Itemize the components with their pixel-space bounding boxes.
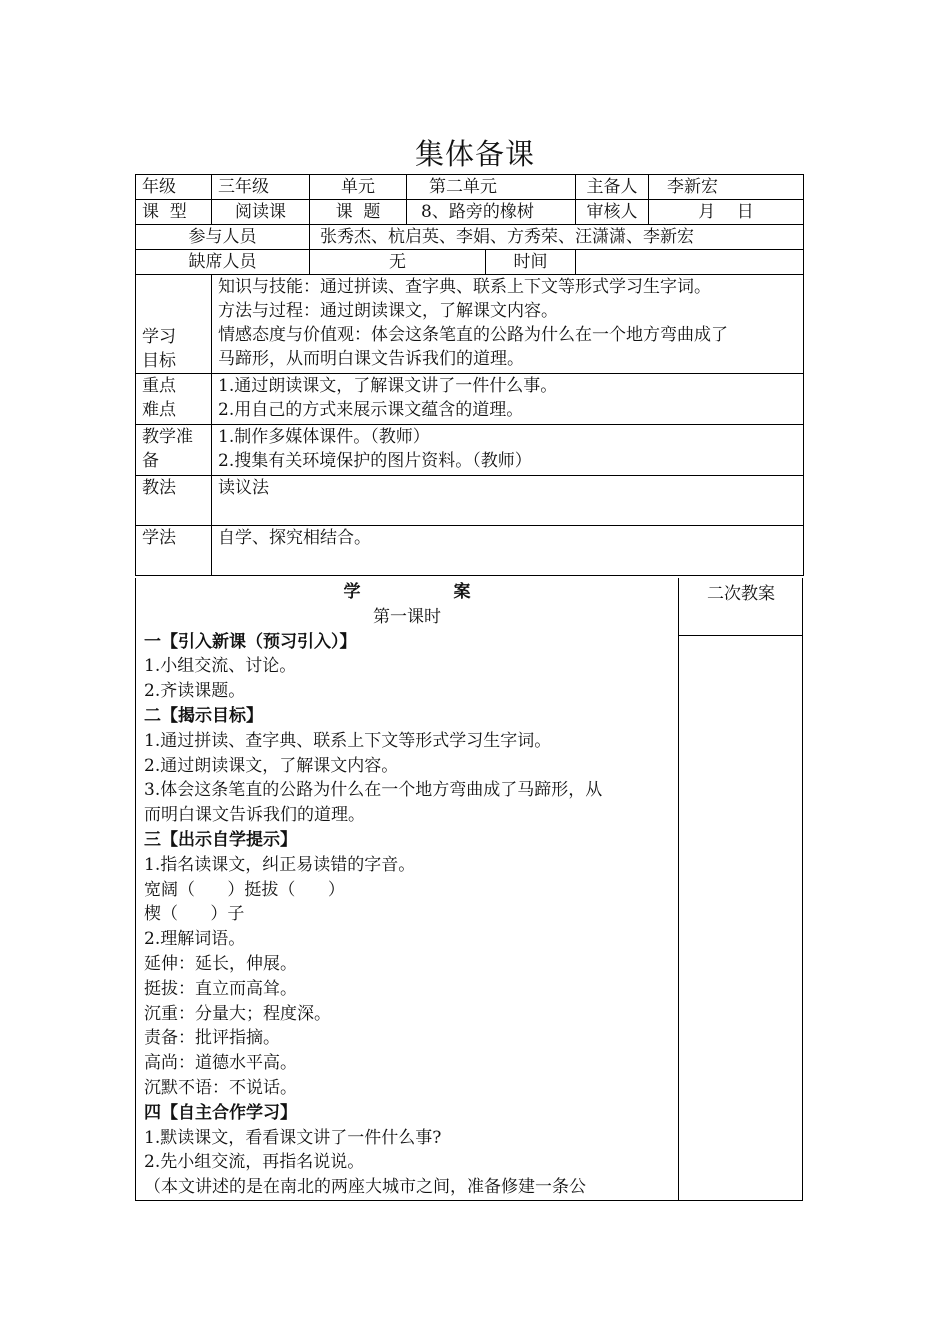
prep-label (136, 425, 212, 476)
type-value: 阅读课 (212, 200, 310, 225)
time-value (576, 250, 804, 275)
lead-label: 主备人 (576, 175, 649, 200)
plan-line: 挺拔：直立而高耸。 (144, 978, 297, 999)
topic-value: 8、路旁的橡树 (407, 200, 576, 225)
plan-line: 楔（ ）子 (144, 904, 245, 925)
goals-label-line: 学习 (142, 327, 176, 347)
plan-line: 宽阔（ ）挺拔（ ） (144, 879, 345, 900)
prep-content (212, 425, 804, 476)
key-item: 2.用自己的方式来展示课文蕴含的道理。 (218, 400, 524, 420)
plan-heading (144, 580, 670, 605)
key-label-line: 难点 (142, 400, 176, 420)
plan-line: 高尚：道德水平高。 (144, 1053, 297, 1074)
prep-label-line: 教学准 (142, 427, 193, 447)
lesson-info-table (135, 174, 804, 576)
plan-section-heading: 二【揭示目标】 (144, 705, 263, 726)
grade-label: 年级 (136, 175, 212, 200)
topic-label: 课 题 (310, 200, 407, 225)
goals-content (212, 275, 804, 374)
reviewer-label: 审核人 (576, 200, 649, 225)
goal-item: 马蹄形，从而明白课文告诉我们的道理。 (218, 349, 524, 369)
plan-section-heading: 四【自主合作学习】 (144, 1102, 297, 1123)
plan-section-heading: 三【出示自学提示】 (144, 829, 297, 850)
plan-subtitle: 第一课时 (373, 606, 441, 627)
plan-line: 1.默读课文，看看课文讲了一件什么事? (144, 1127, 442, 1148)
time-label: 时间 (486, 250, 576, 275)
unit-value: 第二单元 (407, 175, 576, 200)
key-item: 1.通过朗读课文，了解课文讲了一件什么事。 (218, 376, 558, 396)
goals-label (136, 275, 212, 374)
unit-label: 单元 (310, 175, 407, 200)
method-label: 教法 (136, 476, 212, 526)
plan-line: 2.先小组交流，再指名说说。 (144, 1152, 365, 1173)
goal-item: 方法与过程：通过朗读课文，了解课文内容。 (218, 301, 558, 321)
plan-line: 而明白课文告诉我们的道理。 (144, 805, 365, 826)
participants-value: 张秀杰、杭启英、李娟、方秀荣、汪潇潇、李新宏 (310, 225, 804, 250)
plan-heading-char: 学 (343, 582, 361, 602)
plan-line: 3.体会这条笔直的公路为什么在一个地方弯曲成了马蹄形，从 (144, 780, 603, 801)
plan-content (136, 578, 679, 1200)
goal-item: 情感态度与价值观：体会这条笔直的公路为什么在一个地方弯曲成了 (218, 325, 728, 345)
grade-value: 三年级 (212, 175, 310, 200)
plan-line: 2.理解词语。 (144, 929, 246, 950)
lesson-plan-section (135, 578, 803, 1201)
participants-label: 参与人员 (136, 225, 310, 250)
page-title: 集体备课 (414, 137, 535, 171)
second-plan-header: 二次教案 (679, 578, 803, 636)
plan-line: 沉默不语：不说话。 (144, 1077, 297, 1098)
plan-heading-char: 案 (453, 582, 471, 602)
plan-line: 责备：批评指摘。 (144, 1028, 280, 1049)
absent-value: 无 (310, 250, 486, 275)
plan-section-heading: 一【引入新课（预习引入）】 (144, 631, 357, 652)
plan-line: 1.指名读课文，纠正易读错的字音。 (144, 854, 416, 875)
prep-item: 2.搜集有关环境保护的图片资料。（教师） (218, 451, 532, 471)
plan-line: 2.齐读课题。 (144, 681, 246, 702)
plan-line: 延伸：延长，伸展。 (144, 953, 297, 974)
plan-lines (144, 630, 670, 1200)
lead-value: 李新宏 (649, 175, 804, 200)
plan-line: 2.通过朗读课文，了解课文内容。 (144, 755, 399, 776)
plan-line: 1.通过拼读、查字典、联系上下文等形式学习生字词。 (144, 730, 552, 751)
absent-label: 缺席人员 (136, 250, 310, 275)
type-label: 课 型 (136, 200, 212, 225)
study-value: 自学、探究相结合。 (212, 526, 804, 576)
goal-item: 知识与技能：通过拼读、查字典、联系上下文等形式学习生字词。 (218, 277, 711, 297)
plan-line: 沉重：分量大；程度深。 (144, 1003, 331, 1024)
plan-line: 1.小组交流、讨论。 (144, 656, 297, 677)
key-label-line: 重点 (142, 376, 176, 396)
plan-line: （本文讲述的是在南北的两座大城市之间，准备修建一条公 (144, 1177, 586, 1198)
key-label (136, 374, 212, 425)
goals-label-line: 目标 (142, 351, 176, 371)
review-date: 月 日 (649, 200, 804, 225)
prep-label-line: 备 (142, 451, 159, 471)
method-value: 读议法 (212, 476, 804, 526)
study-label: 学法 (136, 526, 212, 576)
key-content (212, 374, 804, 425)
prep-item: 1.制作多媒体课件。（教师） (218, 427, 430, 447)
